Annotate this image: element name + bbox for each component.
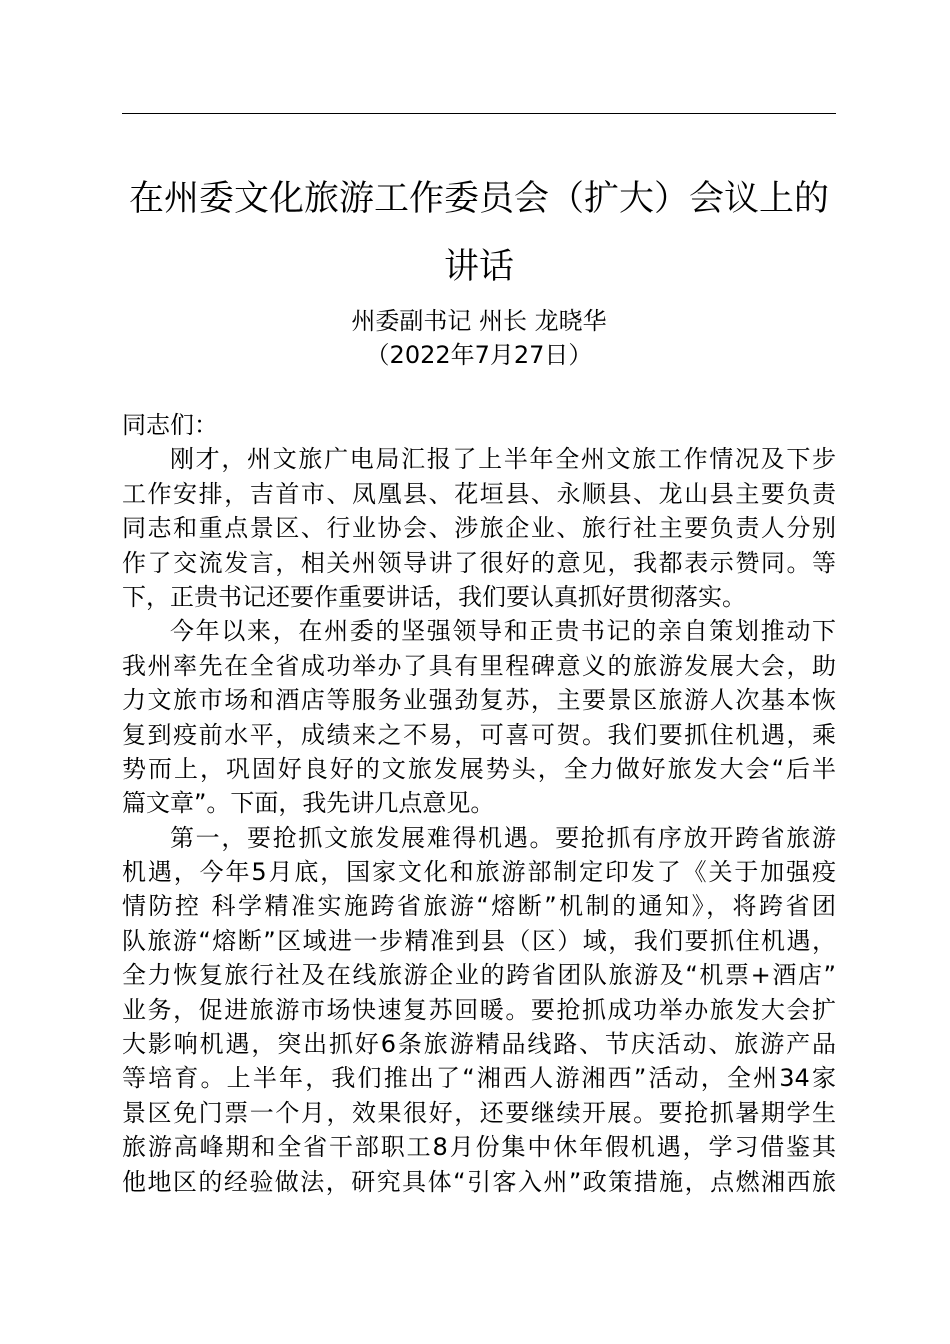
date-line: （2022年7月27日） xyxy=(365,341,593,369)
body-line: 作了交流发言，相关州领导讲了很好的意见，我都表示赞同。等 xyxy=(122,548,836,577)
speech-body xyxy=(122,408,836,1199)
author-line: 州委副书记 州长 龙晓华 xyxy=(351,307,607,335)
document-title-line-1: 在州委文化旅游工作委员会（扩大）会议上的 xyxy=(128,179,829,219)
body-line: 下，正贵书记还要作重要讲话，我们要认真抓好贯彻落实。 xyxy=(122,582,746,611)
body-line: 同志和重点景区、行业协会、涉旅企业、旅行社主要负责人分别 xyxy=(122,514,836,543)
body-line: 第一，要抢抓文旅发展难得机遇。要抢抓有序放开跨省旅游 xyxy=(170,823,836,852)
body-line: 复到疫前水平，成绩来之不易，可喜可贺。我们要抓住机遇，乘 xyxy=(122,720,836,749)
body-line: 刚才，州文旅广电局汇报了上半年全州文旅工作情况及下步 xyxy=(170,445,836,474)
body-line: 景区免门票一个月，效果很好，还要继续开展。要抢抓暑期学生 xyxy=(122,1098,836,1127)
body-line: 篇文章”。下面，我先讲几点意见。 xyxy=(122,789,495,818)
body-line: 势而上，巩固好良好的文旅发展势头，全力做好旅发大会“后半 xyxy=(122,754,836,783)
body-line: 旅游高峰期和全省干部职工8月份集中休年假机遇，学习借鉴其 xyxy=(122,1133,836,1162)
body-line: 工作安排，吉首市、凤凰县、花垣县、永顺县、龙山县主要负责 xyxy=(122,479,836,508)
header-rule xyxy=(122,113,836,114)
body-line: 我州率先在全省成功举办了具有里程碑意义的旅游发展大会，助 xyxy=(122,651,836,680)
body-line: 等培育。上半年，我们推出了“湘西人游湘西”活动，全州34家 xyxy=(122,1064,836,1093)
body-line: 情防控 科学精准实施跨省旅游“熔断”机制的通知》，将跨省团 xyxy=(122,892,836,921)
body-line: 全力恢复旅行社及在线旅游企业的跨省团队旅游及“机票+酒店” xyxy=(122,961,836,990)
body-line: 大影响机遇，突出抓好6条旅游精品线路、节庆活动、旅游产品 xyxy=(122,1030,836,1059)
body-line: 业务，促进旅游市场快速复苏回暖。要抢抓成功举办旅发大会扩 xyxy=(122,995,836,1024)
body-line: 力文旅市场和酒店等服务业强劲复苏，主要景区旅游人次基本恢 xyxy=(122,686,836,715)
body-line: 今年以来，在州委的坚强领导和正贵书记的亲自策划推动下 xyxy=(170,617,836,646)
document-title-line-2: 讲话 xyxy=(443,247,514,287)
salutation: 同志们： xyxy=(122,411,218,439)
body-line: 他地区的经验做法，研究具体“引客入州”政策措施，点燃湘西旅 xyxy=(122,1167,836,1196)
body-line: 队旅游“熔断”区域进一步精准到县（区）域，我们要抓住机遇， xyxy=(122,926,836,955)
body-line: 机遇，今年5月底，国家文化和旅游部制定印发了《关于加强疫 xyxy=(122,858,836,887)
